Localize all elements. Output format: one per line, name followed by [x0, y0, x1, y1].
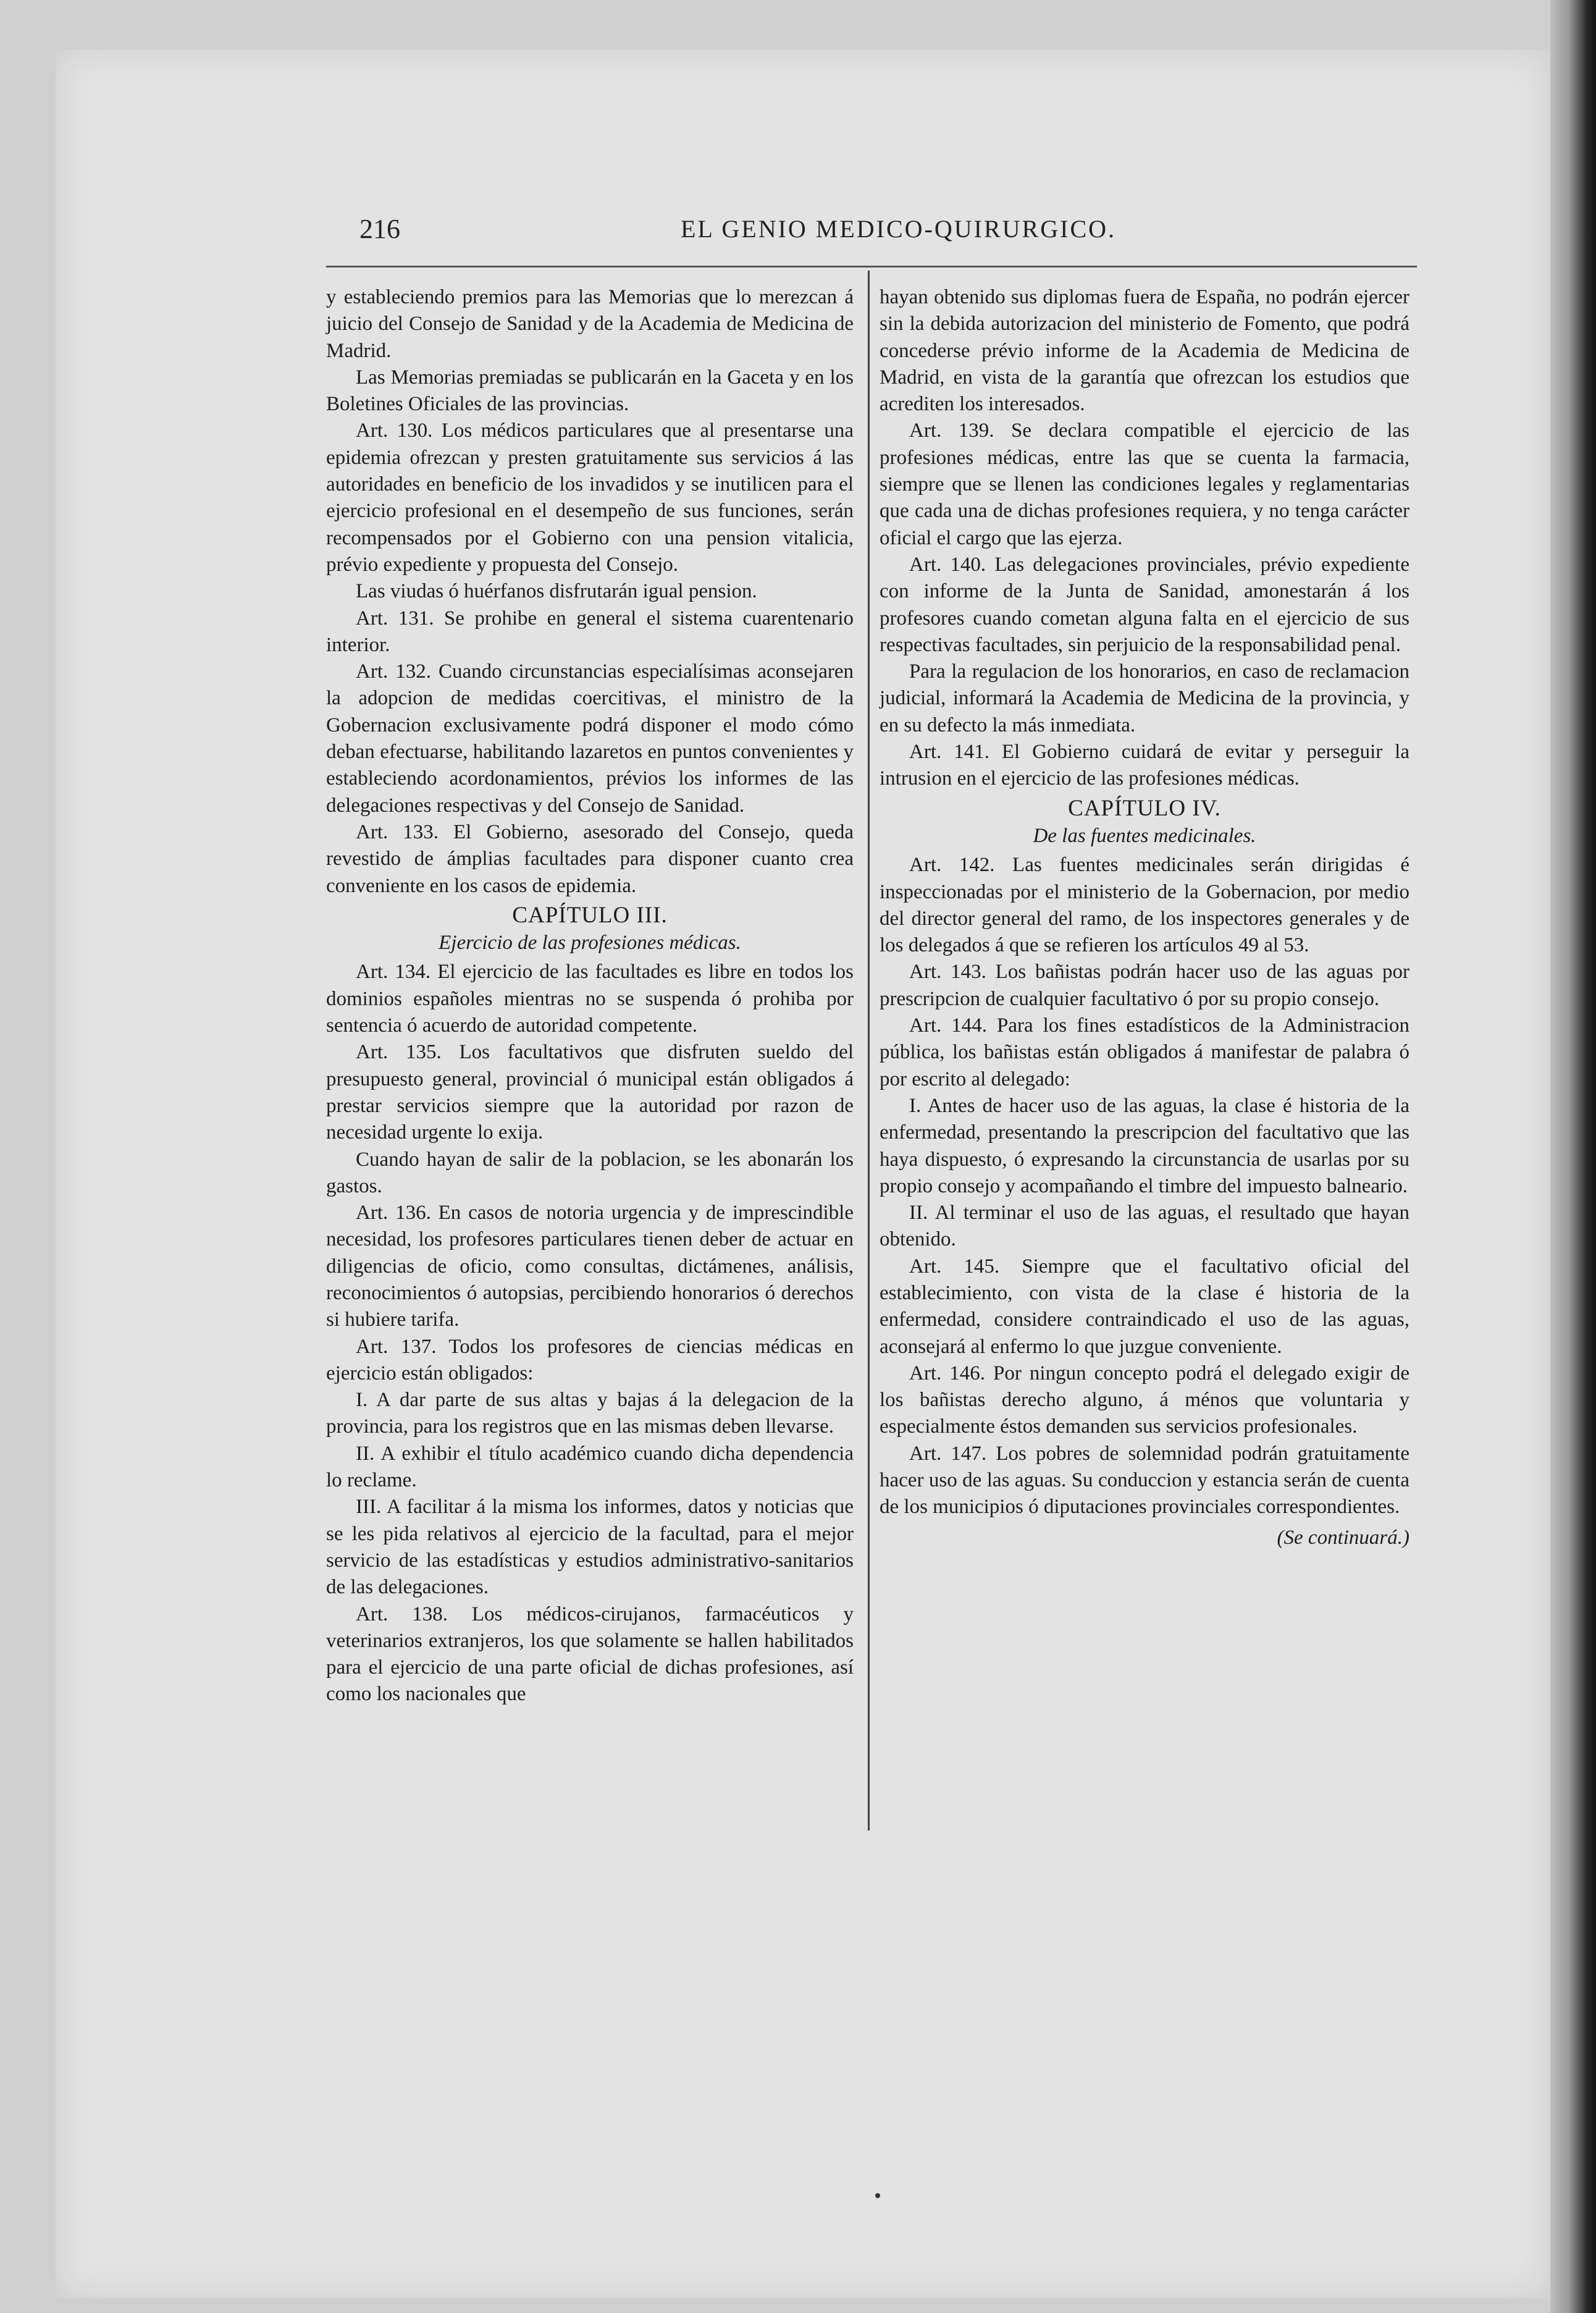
- paragraph: Cuando hayan de salir de la poblacion, se les abonarán los gastos.: [326, 1148, 854, 1197]
- paragraph: Art. 130. Los médicos particulares que al presentarse una epidemia ofrezcan y presten gratuitamente sus servicios á las autoridades en beneficio de los invadidos y se inutilicen para el ejercicio profesional en el desempeño de sus funciones, serán recompensados por el Gobierno con una pension vitalicia, prévio expediente y propuesta del Consejo.: [326, 419, 854, 576]
- paragraph: Art. 136. En casos de notoria urgencia y de imprescindible necesidad, los profesores particulares tienen deber de actuar en diligencias de oficio, como consultas, dictámenes, análisis, reconocimientos ó autopsias, percibiendo honorarios ó derechos si hubiere tarifa.: [326, 1202, 854, 1331]
- paragraph: Art. 131. Se prohibe en general el sistema cuarentenario interior.: [326, 607, 854, 656]
- running-header: [359, 213, 1440, 250]
- paragraph: II. A exhibir el título académico cuando dicha dependencia lo reclame.: [326, 1442, 854, 1492]
- paragraph: Art. 146. Por ningun concepto podrá el delegado exigir de los bañistas derecho alguno, á ménos que voluntaria y especialmente éstos demanden sus servicios profesionales.: [880, 1362, 1409, 1438]
- paragraph: III. A facilitar á la misma los informes, datos y noticias que se les pida relativos al ejercicio de la facultad, para el mejor servicio de las estadísticas y estudios administrativo-sanitarios de las delegaciones.: [326, 1496, 854, 1599]
- ink-speck: [875, 2193, 880, 2198]
- paragraph: I. A dar parte de sus altas y bajas á la delegacion de la provincia, para los registros que en las mismas deben llevarse.: [326, 1389, 854, 1438]
- left-column: [326, 284, 854, 1708]
- chapter-subtitle: Ejercicio de las profesiones médicas.: [439, 932, 741, 954]
- paragraph: Art. 133. El Gobierno, asesorado del Consejo, queda revestido de ámplias facultades para disponer cuanto crea conveniente en los casos de epidemia.: [326, 820, 854, 897]
- chapter-heading: CAPÍTULO III.: [512, 902, 668, 928]
- paragraph: hayan obtenido sus diplomas fuera de España, no podrán ejercer sin la debida autorizacion del ministerio de Fomento, que podrá concederse prévio informe de la Academia de Medicina de Madrid, en vista de la garantía que ofrezcan los estudios que acrediten los interesados.: [880, 286, 1409, 416]
- continued-note: (Se continuará.): [1277, 1526, 1409, 1549]
- paragraph: Art. 141. El Gobierno cuidará de evitar y perseguir la intrusion en el ejercicio de las profesiones médicas.: [880, 741, 1409, 790]
- paragraph: Art. 137. Todos los profesores de ciencias médicas en ejercicio están obligados:: [326, 1335, 854, 1384]
- paragraph: Art. 144. Para los fines estadísticos de la Administracion pública, los bañistas están obligados á manifestar de palabra ó por escrito al delegado:: [880, 1014, 1409, 1090]
- paragraph: I. Antes de hacer uso de las aguas, la clase é historia de la enfermedad, presentando la prescripcion del facultativo que las haya dispuesto, ó expresando la circunstancia de usarlas por su propio consejo y acompañando el timbre del impuesto balneario.: [880, 1094, 1409, 1197]
- paragraph: Art. 132. Cuando circunstancias especialísimas aconsejaren la adopcion de medidas coercitivas, el ministro de la Gobernacion exclusivamente podrá disponer el modo cómo deban efectuarse, habilitando lazaretos en puntos convenientes y estableciendo acordonamientos, prévios los informes de las delegaciones respectivas y del Consejo de Sanidad.: [326, 660, 854, 817]
- paragraph: II. Al terminar el uso de las aguas, el resultado que hayan obtenido.: [880, 1202, 1409, 1251]
- paragraph: Las viudas ó huérfanos disfrutarán igual pension.: [356, 580, 757, 603]
- paragraph: Art. 147. Los pobres de solemnidad podrán gratuitamente hacer uso de las aguas. Su conduccion y estancia serán de cuenta de los municipios ó diputaciones provinciales correspondientes.: [880, 1442, 1409, 1519]
- paragraph: Art. 142. Las fuentes medicinales serán dirigidas é inspeccionadas por el ministerio de la Gobernacion, por medio del director general del ramo, de los inspectores generales y de los delegados á que se refieren los artículos 49 al 53.: [880, 854, 1409, 957]
- paragraph: Las Memorias premiadas se publicarán en la Gaceta y en los Boletines Oficiales de las provincias.: [326, 366, 854, 416]
- paragraph: Art. 140. Las delegaciones provinciales, prévio expediente con informe de la Junta de Sanidad, amonestarán á los profesores cuando cometan alguna falta en el ejercicio de sus respectivas facultades, sin perjuicio de la responsabilidad penal.: [880, 553, 1409, 656]
- paragraph: Art. 134. El ejercicio de las facultades es libre en todos los dominios españoles mientras no se suspenda ó prohiba por sentencia ó acuerdo de autoridad competente.: [326, 961, 854, 1037]
- paragraph: Art. 139. Se declara compatible el ejercicio de las profesiones médicas, entre las que se cuenta la farmacia, siempre que se llenen las condiciones legales y reglamentarias que cada una de dichas profesiones requiera, y no tenga carácter oficial el cargo que las ejerza.: [880, 419, 1409, 549]
- chapter-heading: CAPÍTULO IV.: [1068, 795, 1221, 821]
- paragraph: Art. 138. Los médicos-cirujanos, farmacéuticos y veterinarios extranjeros, los que solamente se hallen habilitados para el ejercicio de una parte oficial de dichas profesiones, así como los nacionales que: [326, 1603, 854, 1706]
- page-number: 216: [359, 214, 400, 244]
- paragraph: Para la regulacion de los honorarios, en caso de reclamacion judicial, informará la Academia de Medicina de la provincia, y en su defecto la más inmediata.: [880, 660, 1409, 736]
- right-column: [880, 284, 1409, 1551]
- paragraph: y estableciendo premios para las Memorias que lo merezcan á juicio del Consejo de Sanidad y de la Academia de Medicina de Madrid.: [326, 286, 854, 362]
- paragraph: Art. 135. Los facultativos que disfruten sueldo del presupuesto general, provincial ó municipal están obligados á prestar servicios siempre que la autoridad por razon de necesidad urgente lo exija.: [326, 1041, 854, 1144]
- chapter-subtitle: De las fuentes medicinales.: [1033, 824, 1256, 847]
- paragraph: Art. 143. Los bañistas podrán hacer uso de las aguas por prescripcion de cualquier facultativo ó por su propio consejo.: [880, 961, 1409, 1010]
- book-spine-edge: [1550, 0, 1596, 2313]
- paragraph: Art. 145. Siempre que el facultativo oficial del establecimiento, con vista de la clase é historia de la enfermedad, considere contraindicado el uso de las aguas, aconsejará al enfermo lo que juzgue conveniente.: [880, 1255, 1409, 1358]
- column-divider: [868, 271, 870, 1831]
- header-rule: [326, 266, 1417, 268]
- journal-title: EL GENIO MEDICO-QUIRURGICO.: [681, 215, 1117, 243]
